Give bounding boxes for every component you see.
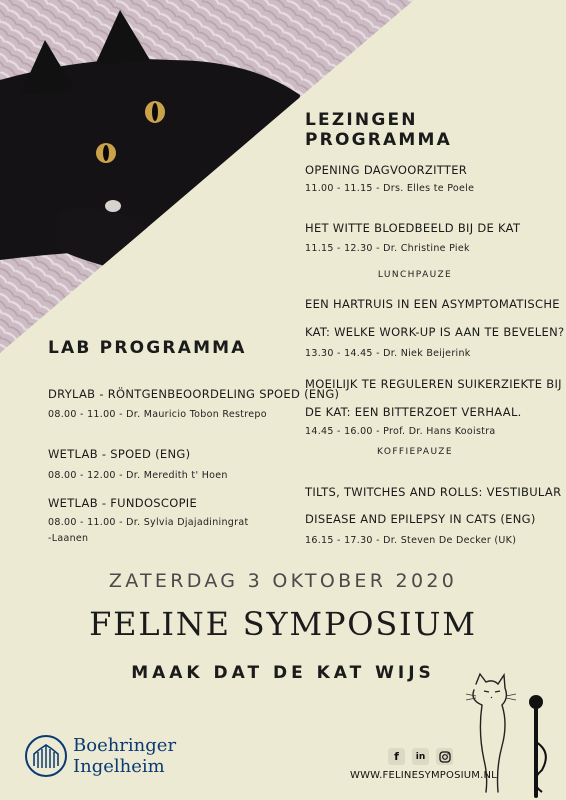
- sponsor-name: [73, 735, 176, 777]
- event-subtitle: MAAK DAT DE KAT WIJS: [131, 663, 435, 683]
- lecture-time: 16.15 - 17.30 - Dr. Steven De Decker (UK): [305, 535, 517, 546]
- lecture-title: OPENING DAGVOORZITTER: [305, 163, 468, 177]
- website-link[interactable]: WWW.FELINESYMPOSIUM.NL: [350, 770, 497, 781]
- lab-time: -Laanen: [48, 533, 89, 544]
- lecture-title: EEN HARTRUIS IN EEN ASYMPTOMATISCHE: [305, 297, 560, 311]
- cat-drawing-icon: [462, 672, 562, 800]
- lectures-heading: LEZINGEN PROGRAMMA: [305, 110, 452, 150]
- event-title: FELINE SYMPOSIUM: [89, 605, 477, 643]
- lab-title: WETLAB - SPOED (ENG): [48, 447, 191, 461]
- lecture-time: 14.45 - 16.00 - Prof. Dr. Hans Kooistra: [305, 426, 496, 437]
- lecture-time: 11.15 - 12.30 - Dr. Christine Piek: [305, 243, 470, 254]
- lecture-title: TILTS, TWITCHES AND ROLLS: VESTIBULAR: [305, 485, 562, 499]
- instagram-glyph-icon: [439, 751, 451, 763]
- coffee-break: KOFFIEPAUZE: [377, 447, 453, 457]
- sponsor-line1: Boehringer: [73, 735, 177, 756]
- instagram-icon[interactable]: [436, 748, 453, 765]
- lab-time: 08.00 - 11.00 - Dr. Sylvia Djajadiningrat: [48, 517, 249, 528]
- sponsor-line2: Ingelheim: [73, 756, 165, 777]
- event-date: ZATERDAG 3 OKTOBER 2020: [108, 570, 458, 592]
- lecture-time: 11.00 - 11.15 - Drs. Elles te Poele: [305, 183, 475, 194]
- boehringer-logo-icon: [24, 734, 68, 778]
- lecture-title: MOEILIJK TE REGULEREN SUIKERZIEKTE BIJ: [305, 377, 562, 391]
- lab-time: 08.00 - 11.00 - Dr. Mauricio Tobon Restrepo: [48, 409, 267, 420]
- lecture-title: HET WITTE BLOEDBEELD BIJ DE KAT: [305, 221, 521, 235]
- lab-title: WETLAB - FUNDOSCOPIE: [48, 496, 198, 510]
- lab-title: DRYLAB - RÖNTGENBEOORDELING SPOED (ENG): [48, 387, 340, 401]
- facebook-icon[interactable]: f: [388, 748, 405, 765]
- lab-heading: LAB PROGRAMMA: [48, 338, 247, 358]
- lecture-title: DISEASE AND EPILEPSY IN CATS (ENG): [305, 512, 536, 526]
- linkedin-icon[interactable]: in: [412, 748, 429, 765]
- lecture-title: KAT: WELKE WORK-UP IS AAN TE BEVELEN?: [305, 325, 565, 339]
- lunch-break: LUNCHPAUZE: [377, 270, 453, 280]
- lab-time: 08.00 - 12.00 - Dr. Meredith t' Hoen: [48, 470, 228, 481]
- lecture-time: 13.30 - 14.45 - Dr. Niek Beijerink: [305, 348, 471, 359]
- lecture-title: DE KAT: EEN BITTERZOET VERHAAL.: [305, 405, 522, 419]
